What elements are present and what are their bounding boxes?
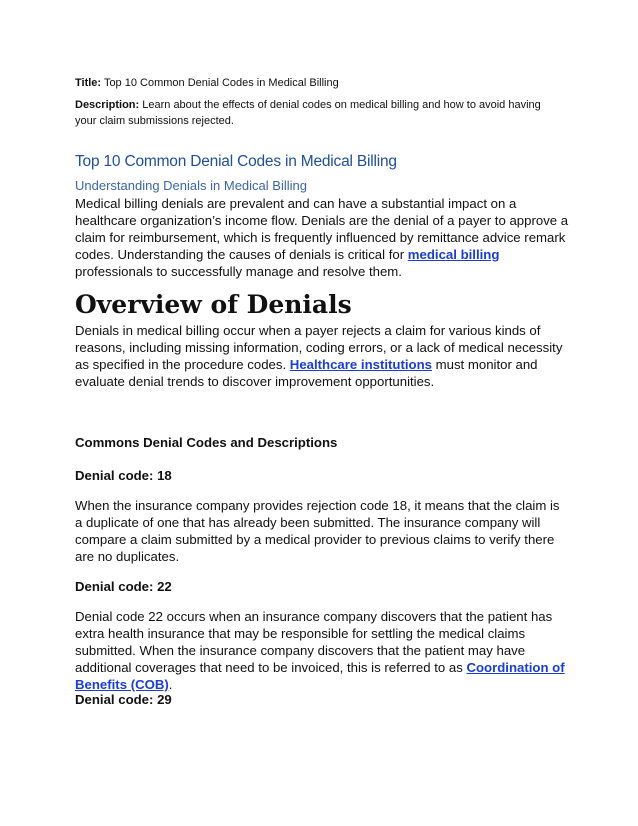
- overview-heading: Overview of Denials: [75, 290, 352, 319]
- denial-code-22-period: .: [168, 677, 173, 692]
- section-subheading: Understanding Denials in Medical Billing: [75, 178, 307, 193]
- denial-code-29-heading: Denial code: 29: [75, 692, 172, 707]
- title-label: Title:: [75, 77, 102, 89]
- intro-text-start: Medical billing denials are prevalent and can have a substantial impact on a healthcare organization’s income flow. Denials are the denial of a payer to approve a claim for reimbursement, which is frequently influenced by remittance advice remark codes. Understanding the causes of denials is critical for: [75, 196, 569, 262]
- medical-billing-link[interactable]: medical billing: [407, 247, 500, 262]
- cob-link[interactable]: Coordination of Benefits (COB): [75, 660, 565, 692]
- denial-code-22-paragraph: [75, 608, 570, 693]
- overview-text-start: Denials in medical billing occur when a payer rejects a claim for various kinds of reasons, including missing information, coding errors, or a lack of medical necessity as specified in the procedure codes.: [75, 323, 563, 372]
- title-line: [75, 75, 555, 91]
- denial-code-18-text: When the insurance company provides rejection code 18, it means that the claim is a duplicate of one that has already been submitted. The insurance company will compare a claim submitted by a medical provider to previous claims to verify there are no duplicates.: [75, 498, 560, 564]
- description-label: Description:: [75, 99, 140, 111]
- title-value: Top 10 Common Denial Codes in Medical Billing: [103, 77, 339, 89]
- denial-code-18-heading: Denial code: 18: [75, 468, 172, 483]
- overview-text-end: must monitor and evaluate denial trends to discover improvement opportunities.: [75, 357, 538, 389]
- description-line: [75, 97, 555, 129]
- description-value: Learn about the effects of denial codes on medical billing and how to avoid having your claim submissions rejected.: [75, 99, 541, 127]
- denial-code-22-text: Denial code 22 occurs when an insurance company discovers that the patient has extra health insurance that may be responsible for settling the medical claims submitted. When the insurance company discovers that the patient may have additional coverages that need to be invoiced, this is referred to as: [75, 609, 553, 675]
- overview-paragraph: [75, 322, 570, 390]
- denial-code-22-heading: Denial code: 22: [75, 579, 172, 594]
- codes-heading: Commons Denial Codes and Descriptions: [75, 435, 338, 450]
- intro-paragraph: [75, 195, 570, 280]
- intro-text-end: professionals to successfully manage and resolve them.: [75, 264, 402, 279]
- healthcare-institutions-link[interactable]: Healthcare institutions: [289, 357, 432, 372]
- section-heading: Top 10 Common Denial Codes in Medical Billing: [75, 153, 397, 170]
